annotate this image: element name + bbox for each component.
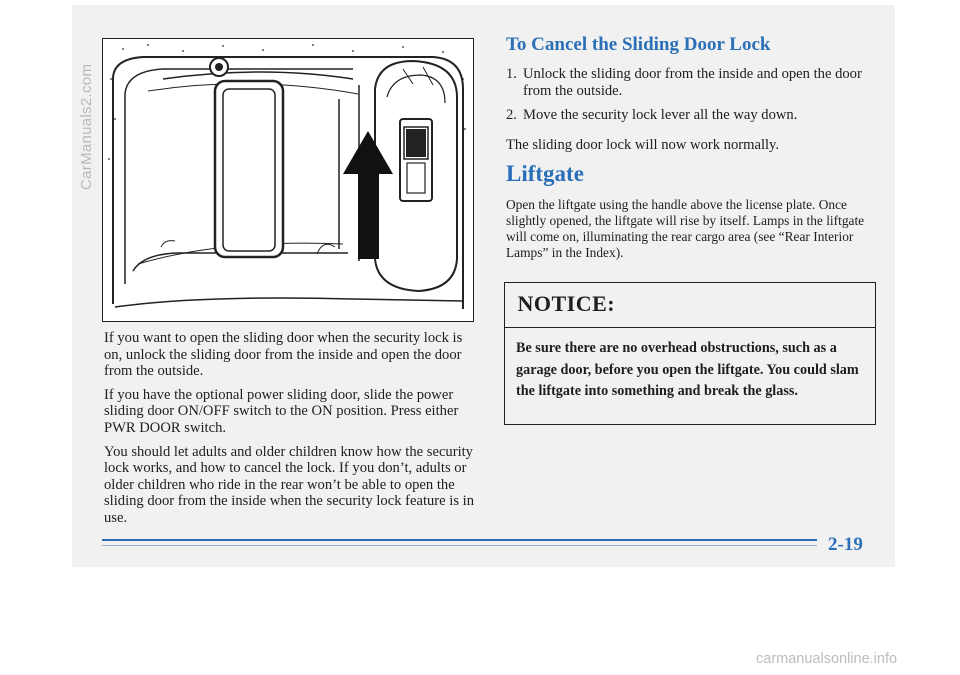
page-number: 2-19 xyxy=(828,534,863,555)
paragraph-lock-normal: The sliding door lock will now work normally. xyxy=(506,137,780,153)
steps-list xyxy=(506,66,876,132)
list-item xyxy=(506,66,876,99)
step-number: 1. xyxy=(506,66,517,82)
footer-rule-thin xyxy=(102,545,817,546)
sliding-door-lock-illustration xyxy=(102,38,474,322)
footer-rule xyxy=(102,539,817,541)
heading-liftgate: Liftgate xyxy=(506,161,584,186)
side-watermark-text: CarManuals2.com xyxy=(78,63,95,190)
list-item xyxy=(506,107,876,124)
step-number: 2. xyxy=(506,107,517,124)
left-column-text xyxy=(104,330,476,534)
subheading-cancel-lock: To Cancel the Sliding Door Lock xyxy=(506,34,771,55)
notice-title: NOTICE: xyxy=(504,282,876,328)
paragraph: You should let adults and older children know how the security lock works, and how to cancel the lock. If you don’t, adults or older children who ride in the rear won’t be able to open the sliding door from the inside when the security lock feature is in use. xyxy=(104,443,475,526)
bottom-watermark: carmanualsonline.info xyxy=(756,651,898,667)
paragraph: If you have the optional power sliding door, slide the power sliding door ON/OFF switch to the ON position. Press either PWR DOOR switch. xyxy=(104,386,459,436)
step-text: Unlock the sliding door from the inside and open the door from the outside. xyxy=(523,66,862,99)
paragraph: If you want to open the sliding door when the security lock is on, unlock the sliding door from the inside and open the door from the outside. xyxy=(104,330,463,380)
step-text: Move the security lock lever all the way down. xyxy=(523,107,798,124)
paragraph-liftgate: Open the liftgate using the handle above the license plate. Once slightly opened, the liftgate will rise by itself. Lamps in the liftgate will come on, illuminating the rear cargo area (see “Rear Interior Lamps” in the Index). xyxy=(506,197,865,260)
notice-box xyxy=(504,282,876,425)
notice-body: Be sure there are no overhead obstructions, such as a garage door, before you open the liftgate. You could slam the liftgate into something and break the glass. xyxy=(516,340,859,399)
